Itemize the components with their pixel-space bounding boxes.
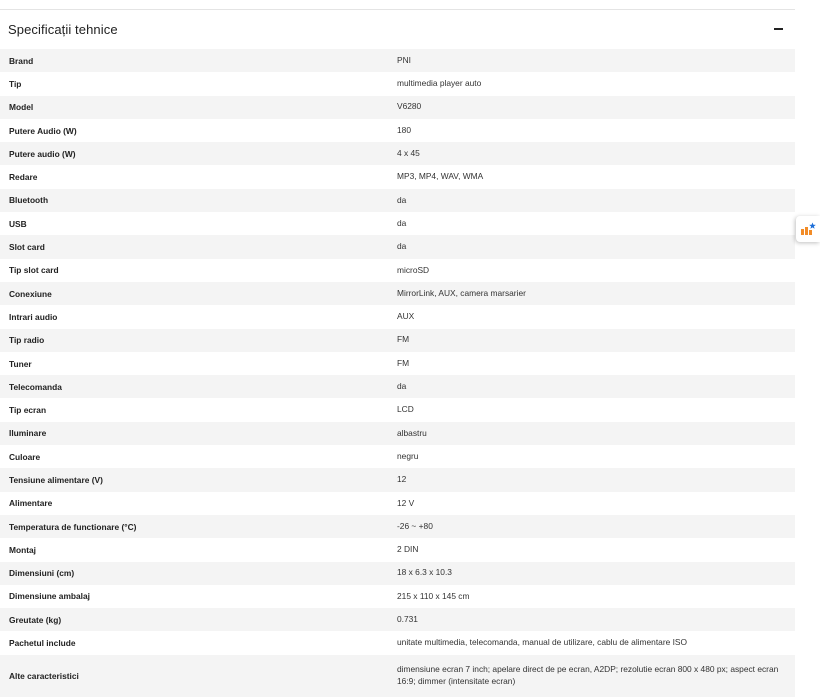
spec-row [0,235,795,258]
spec-value: FM [397,334,410,345]
spec-row [0,538,795,561]
spec-value: MP3, MP4, WAV, WMA [397,171,484,182]
spec-label: Conexiune [9,288,52,299]
spec-label: Brand [9,55,34,66]
spec-row [0,352,795,375]
spec-label: Iluminare [9,428,47,439]
spec-value: microSD [397,264,430,275]
spec-value: multimedia player auto [397,78,482,89]
spec-section-header[interactable] [0,10,795,48]
spec-row [0,655,795,697]
spec-row [0,282,795,305]
spec-label: Putere Audio (W) [9,125,77,136]
spec-label: Greutate (kg) [9,614,62,625]
spec-label: Slot card [9,242,45,253]
spec-value: MirrorLink, AUX, camera marsarier [397,287,526,298]
spec-row [0,562,795,585]
spec-label: Tip slot card [9,265,59,276]
spec-row [0,165,795,188]
spec-row [0,492,795,515]
spec-row [0,445,795,468]
spec-row [0,49,795,72]
spec-label: Culoare [9,451,41,462]
spec-row [0,422,795,445]
spec-value: 18 x 6.3 x 10.3 [397,567,452,578]
collapse-button[interactable] [771,22,785,36]
spec-value: unitate multimedia, telecomanda, manual de utilizare, cablu de alimentare ISO [397,637,688,648]
spec-row [0,142,795,165]
spec-row [0,72,795,95]
spec-value: PNI [397,54,411,65]
spec-value: 180 [397,124,411,135]
spec-row [0,329,795,352]
spec-table [0,49,795,697]
spec-row [0,305,795,328]
spec-row [0,212,795,235]
spec-label: USB [9,218,27,229]
spec-value: albastru [397,427,427,438]
spec-label: Dimensiune ambalaj [9,591,90,602]
spec-row [0,375,795,398]
spec-row [0,515,795,538]
spec-label: Alte caracteristici [9,670,79,681]
spec-label: Bluetooth [9,195,49,206]
spec-row [0,119,795,142]
spec-row [0,468,795,491]
spec-value: 215 x 110 x 145 cm [397,590,470,601]
spec-label: Temperatura de functionare (°C) [9,521,137,532]
spec-value: da [397,381,407,392]
spec-label: Tuner [9,358,32,369]
spec-label: Dimensiuni (cm) [9,568,75,579]
spec-row [0,398,795,421]
spec-value: dimensiune ecran 7 inch; apelare direct de pe ecran, A2DP; rezolutie ecran 800 x 480 px; aspect ecran 16:9; dimmer (intensitate ecran) [397,664,779,686]
spec-label: Alimentare [9,498,53,509]
spec-label: Model [9,102,34,113]
spec-value: 2 DIN [397,544,419,555]
spec-value: da [397,241,407,252]
spec-row [0,631,795,654]
spec-value: AUX [397,311,415,322]
section-title: Specificații tehnice [8,21,118,37]
spec-value: negru [397,450,419,461]
spec-value: FM [397,357,410,368]
spec-value: -26 ~ +80 [397,520,433,531]
spec-row [0,608,795,631]
rating-widget-button[interactable] [796,216,820,242]
spec-row [0,189,795,212]
spec-value: da [397,217,407,228]
spec-row [0,96,795,119]
spec-value: 4 x 45 [397,148,420,159]
spec-row [0,585,795,608]
spec-value: V6280 [397,101,422,112]
spec-label: Pachetul include [9,638,76,649]
spec-label: Putere audio (W) [9,148,76,159]
spec-value: 12 [397,474,407,485]
spec-label: Tip [9,78,22,89]
spec-label: Montaj [9,544,36,555]
spec-label: Intrari audio [9,311,58,322]
spec-label: Telecomanda [9,381,62,392]
spec-label: Redare [9,172,38,183]
spec-label: Tensiune alimentare (V) [9,474,103,485]
spec-value: 12 V [397,497,415,508]
spec-value: da [397,194,407,205]
minus-icon [774,28,783,30]
spec-label: Tip ecran [9,405,47,416]
spec-label: Tip radio [9,335,45,346]
spec-value: LCD [397,404,414,415]
spec-value: 0.731 [397,614,418,625]
spec-row [0,259,795,282]
rating-star-icon [800,222,816,236]
